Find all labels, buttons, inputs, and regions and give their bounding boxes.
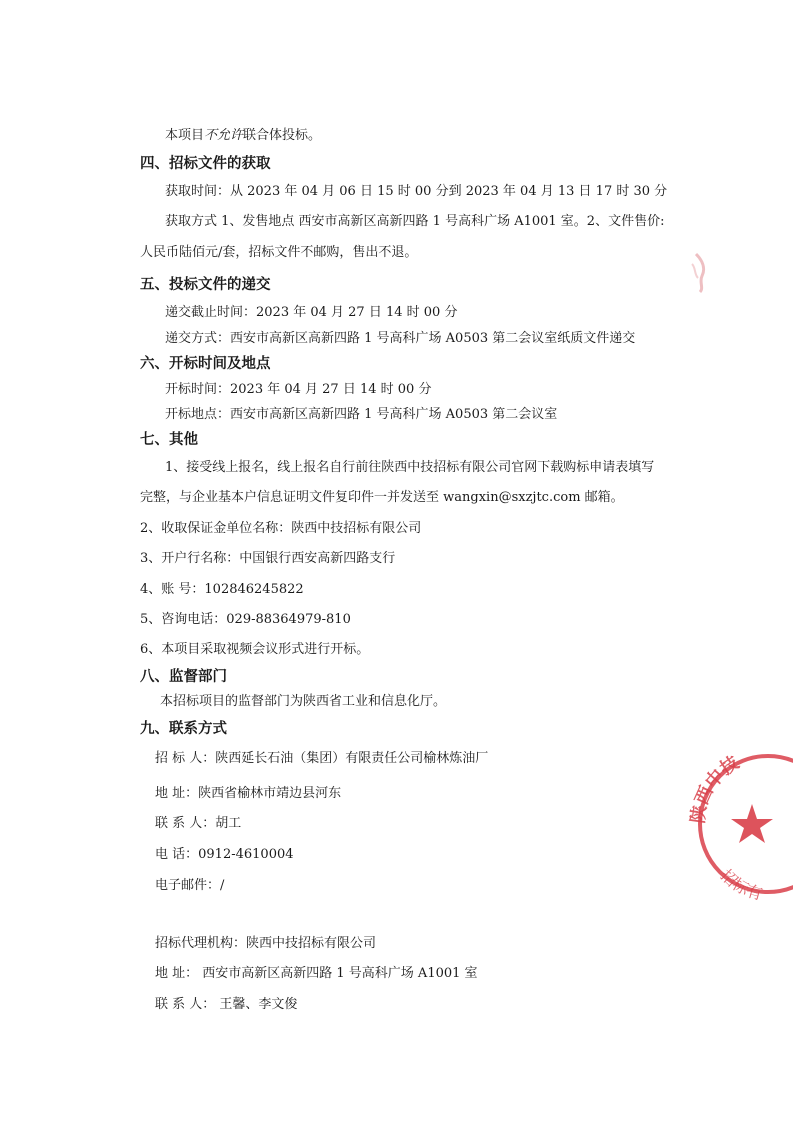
tenderer-contact: 联 系 人：胡工 bbox=[155, 816, 242, 831]
consortium-line bbox=[165, 127, 321, 145]
tenderer-line: 招 标 人：陕西延长石油（集团）有限责任公司榆林炼油厂 bbox=[155, 751, 489, 766]
agency-contact: 联 系 人： 王馨、李文俊 bbox=[155, 997, 298, 1012]
stamp-text-top: 陕西中技 bbox=[687, 752, 743, 825]
seal-fragment-icon bbox=[684, 250, 714, 294]
tenderer-phone: 电 话：0912-4610004 bbox=[155, 847, 294, 862]
consortium-prefix: 本项目 bbox=[165, 128, 205, 143]
consortium-suffix: 联合体投标。 bbox=[243, 128, 322, 143]
section-heading-5: 五、投标文件的递交 bbox=[140, 277, 271, 293]
submission-method: 递交方式：西安市高新区高新四路 1 号高科广场 A0503 第二会议室纸质文件递交 bbox=[165, 331, 636, 346]
other-item-2: 2、收取保证金单位名称：陕西中技招标有限公司 bbox=[140, 521, 422, 536]
submission-deadline: 递交截止时间：2023 年 04 月 27 日 14 时 00 分 bbox=[165, 305, 458, 320]
opening-time: 开标时间：2023 年 04 月 27 日 14 时 00 分 bbox=[165, 382, 432, 397]
agency-address: 地 址： 西安市高新区高新四路 1 号高科广场 A1001 室 bbox=[155, 966, 478, 981]
agency-line: 招标代理机构：陕西中技招标有限公司 bbox=[155, 936, 377, 951]
tenderer-email: 电子邮件：/ bbox=[155, 878, 225, 893]
consortium-emphasis: 不允许 bbox=[204, 128, 244, 143]
section-heading-6: 六、开标时间及地点 bbox=[140, 356, 271, 372]
company-stamp-icon bbox=[687, 748, 793, 904]
other-item-5: 5、咨询电话：029-88364979-810 bbox=[140, 612, 351, 627]
other-item-6: 6、本项目采取视频会议形式进行开标。 bbox=[140, 642, 370, 657]
supervision-text: 本招标项目的监督部门为陕西省工业和信息化厅。 bbox=[160, 694, 447, 709]
section-heading-9: 九、联系方式 bbox=[140, 721, 227, 737]
svg-text:陕西中技 bbox=[687, 751, 743, 824]
svg-text:招标有 bbox=[717, 866, 765, 904]
tenderer-address: 地 址：陕西省榆林市靖边县河东 bbox=[155, 786, 342, 801]
other-item-4: 4、账 号：102846245822 bbox=[140, 582, 304, 597]
stamp-star-icon bbox=[731, 804, 773, 843]
other-item-1b: 完整，与企业基本户信息证明文件复印件一并发送至 wangxin@sxzjtc.com 邮箱。 bbox=[140, 490, 624, 505]
section-heading-7: 七、其他 bbox=[140, 432, 198, 448]
acquisition-time: 获取时间：从 2023 年 04 月 06 日 15 时 00 分到 2023 年 04 月 13 日 17 时 30 分 bbox=[165, 184, 668, 199]
section-heading-8: 八、监督部门 bbox=[140, 669, 227, 685]
section-heading-4: 四、招标文件的获取 bbox=[140, 156, 271, 172]
other-item-3: 3、开户行名称：中国银行西安高新四路支行 bbox=[140, 551, 396, 566]
acquisition-method-2: 人民币陆佰元/套，招标文件不邮购，售出不退。 bbox=[140, 245, 418, 260]
opening-place: 开标地点：西安市高新区高新四路 1 号高科广场 A0503 第二会议室 bbox=[165, 407, 558, 422]
other-item-1a: 1、接受线上报名，线上报名自行前往陕西中技招标有限公司官网下载购标申请表填写 bbox=[165, 460, 655, 475]
acquisition-method-1: 获取方式 1、发售地点 西安市高新区高新四路 1 号高科广场 A1001 室。2、文件售价: bbox=[165, 214, 665, 229]
stamp-text-bottom: 招标有 bbox=[716, 865, 765, 904]
